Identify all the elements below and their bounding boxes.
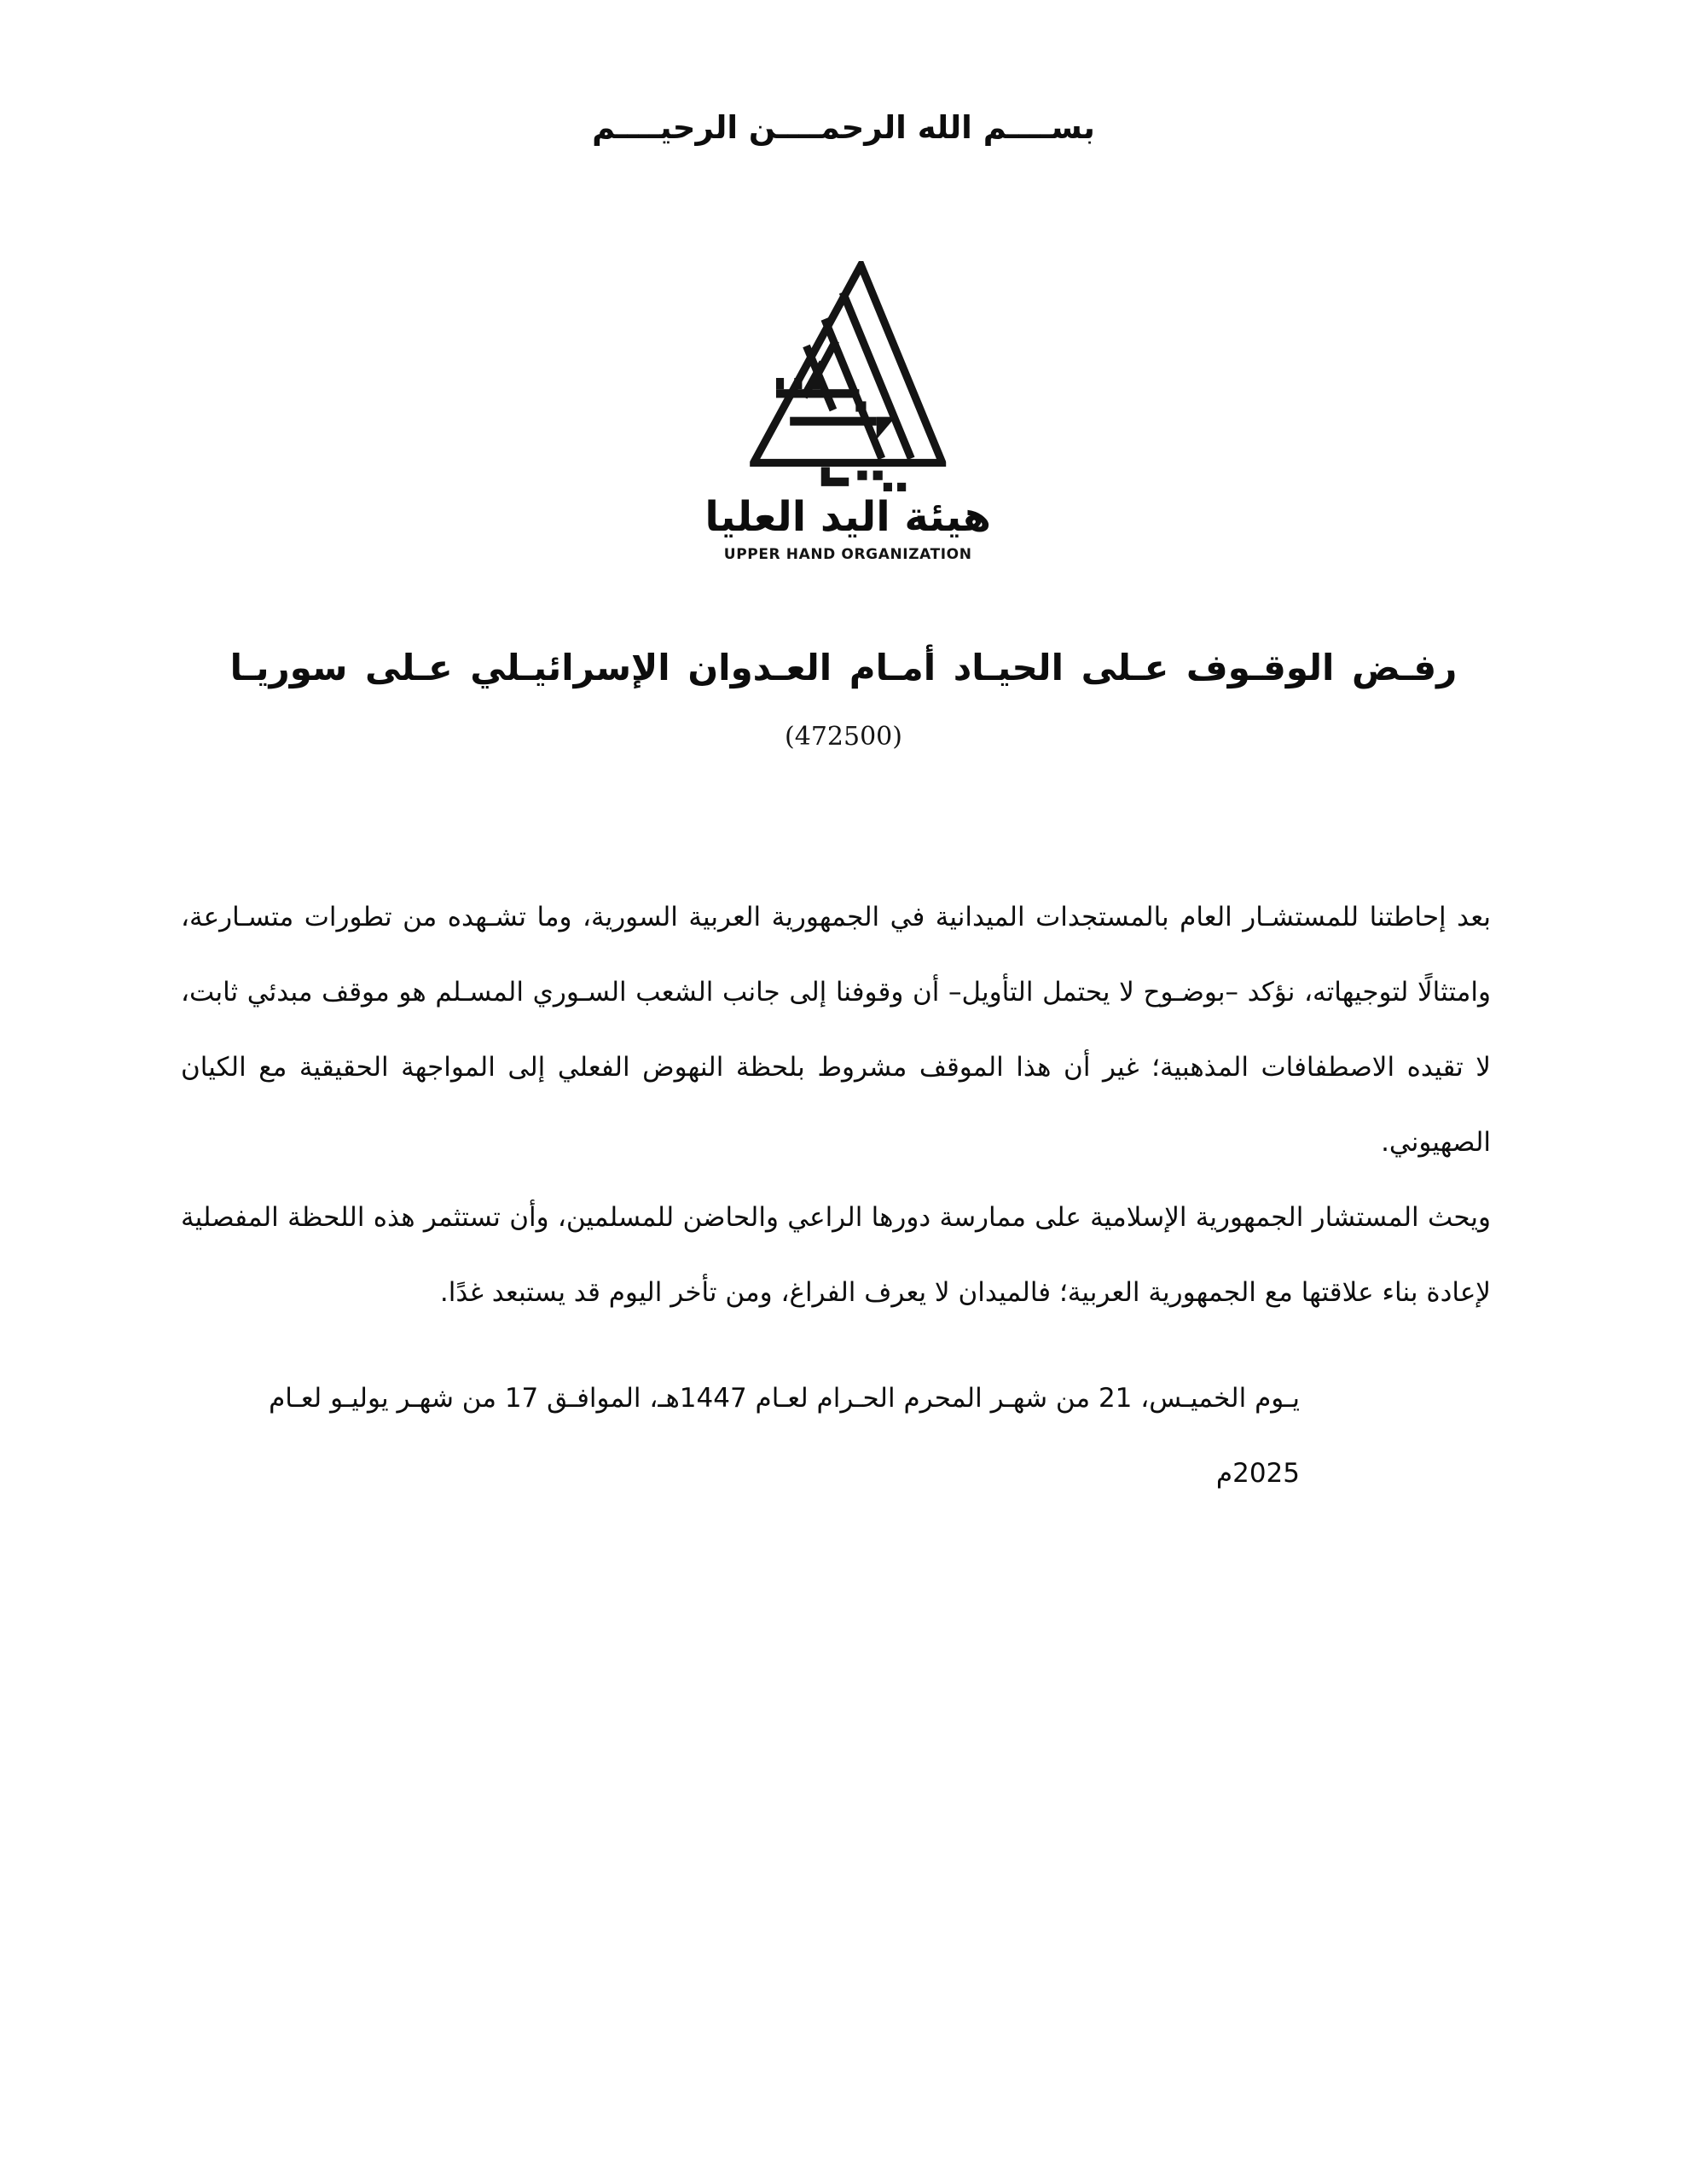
logo-english-wordmark: UPPER HAND ORGANIZATION	[723, 546, 972, 563]
body-paragraph-1: بعد إحاطتنا للمستشـار العام بالمستجدات الميدانية في الجمهورية العربية السورية، وما تشـهده من تطورات متسـارعة، وامتثالًا لتوجيهاته، نؤكد –بوضـوح لا يحتمل التأويل– أن وقوفنا إلى جانب الشعب السـوري المسـلم هو موقف مبدئي ثابت، لا تقيده الاصطفافات المذهبية؛ غير أن هذا الموقف مشروط بلحظة النهوض الفعلي إلى المواجهة الحقيقية مع الكيان الصهيوني.	[181, 902, 1491, 1158]
date-line-container	[181, 1361, 1300, 1511]
body-paragraph-2: ويحث المستشار الجمهورية الإسلامية على ممارسة دورها الراعي والحاضن للمسلمين، وأن تستثمر هذه اللحظة المفصلية لإعادة بناء علاقتها مع الجمهورية العربية؛ فالميدان لا يعرف الفراغ، ومن تأخر اليوم قد يستبعد غدًا.	[181, 1202, 1491, 1308]
organization-logo	[626, 261, 1070, 563]
date-line: يـوم الخميـس، 21 من شهـر المحرم الحـرام لعـام 1447هـ، الموافـق 17 من شهـر يوليـو لعـام 2025م	[269, 1383, 1300, 1489]
document-title: رفـض الوقـوف عـلى الحيـاد أمـام العـدوان الإسرائيـلي عـلى سوريـا	[229, 647, 1458, 688]
reference-number: (472500)	[785, 722, 902, 752]
basmala-text: بســــم الله الرحمــــن الرحيــــم	[592, 109, 1095, 146]
logo-arabic-wordmark: هيئة اليد العليا	[704, 493, 991, 541]
document-body	[181, 880, 1491, 1511]
triangle-kufic-emblem-icon	[750, 261, 946, 493]
